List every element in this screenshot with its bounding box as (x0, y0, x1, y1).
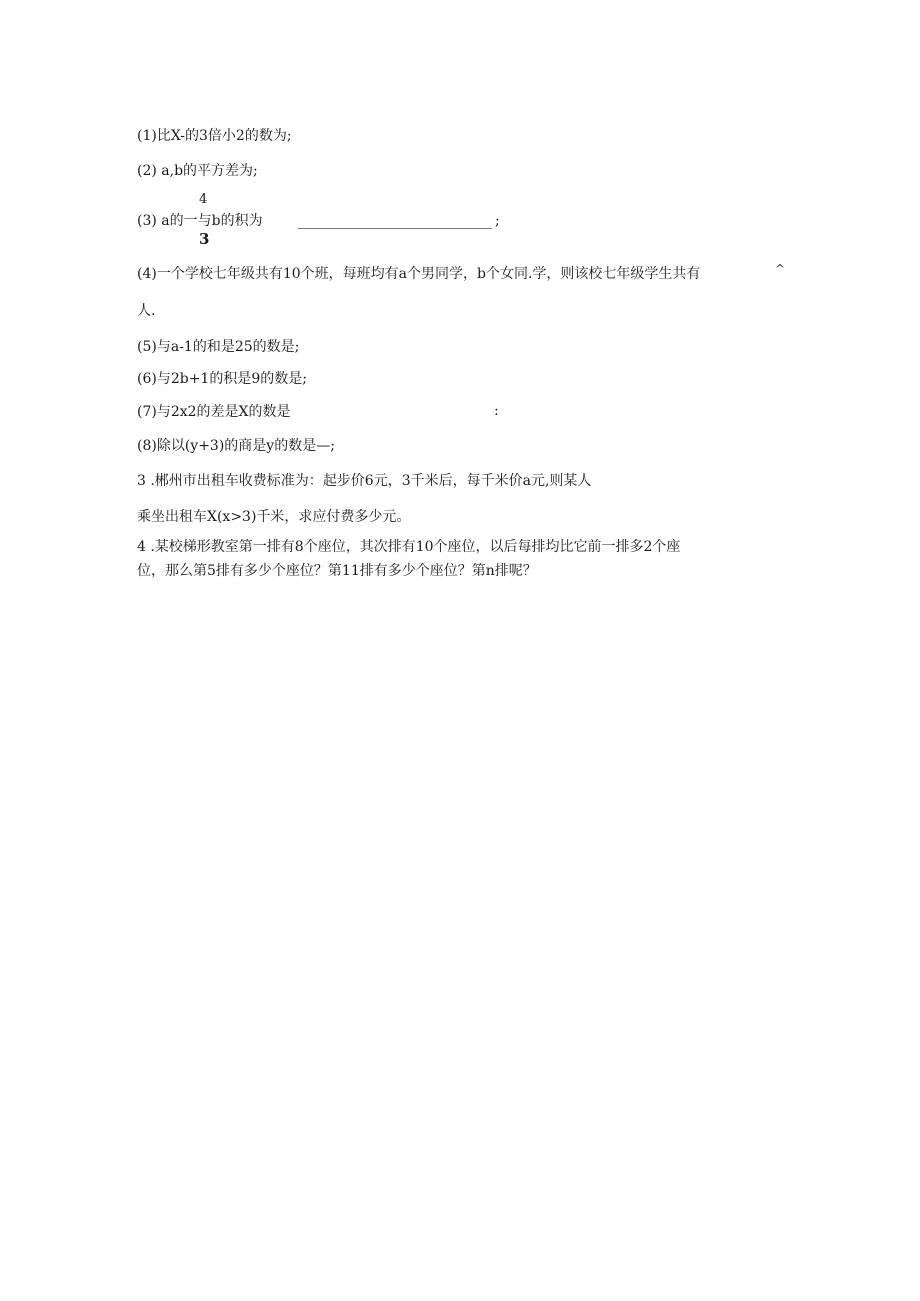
question-5: (5)与a-1的和是25的数是; (137, 339, 300, 355)
question-6: (6)与2b+1的积是9的数是; (137, 371, 307, 387)
problem-4-line-1: 4 .某校梯形教室第一排有8个座位，其次排有10个座位，以后每排均比它前一排多2个座 (137, 539, 681, 555)
problem-3-line-2: 乘坐出租车X(x>3)千米，求应付费多少元。 (137, 509, 411, 525)
question-7-suffix: : (494, 403, 499, 419)
fraction-numerator: 4 (199, 192, 208, 207)
question-2: (2) a,b的平方差为; (137, 163, 258, 179)
problem-4-line-2: 位，那么第5排有多少个座位？第11排有多少个座位？第n排呢？ (137, 563, 537, 579)
question-4-mark: ^ (775, 262, 786, 276)
question-4-continuation: 人. (137, 303, 156, 319)
fraction-denominator: 3 (199, 230, 210, 248)
question-4: (4)一个学校七年级共有10个班，每班均有a个男同学，b个女同.学，则该校七年级学生共有 (137, 266, 701, 282)
answer-blank (298, 228, 492, 229)
question-3-suffix: ; (495, 213, 500, 229)
question-7: (7)与2x2的差是X的数是 (137, 404, 291, 420)
question-1: (1)比X-的3倍小2的数为; (137, 128, 292, 144)
question-8: (8)除以(y+3)的商是y的数是—; (137, 438, 335, 454)
question-3: (3) a的一与b的积为 (137, 213, 263, 229)
problem-3-line-1: 3 .郴州市出租车收费标准为：起步价6元，3千米后，每千米价a元,则某人 (137, 473, 592, 489)
